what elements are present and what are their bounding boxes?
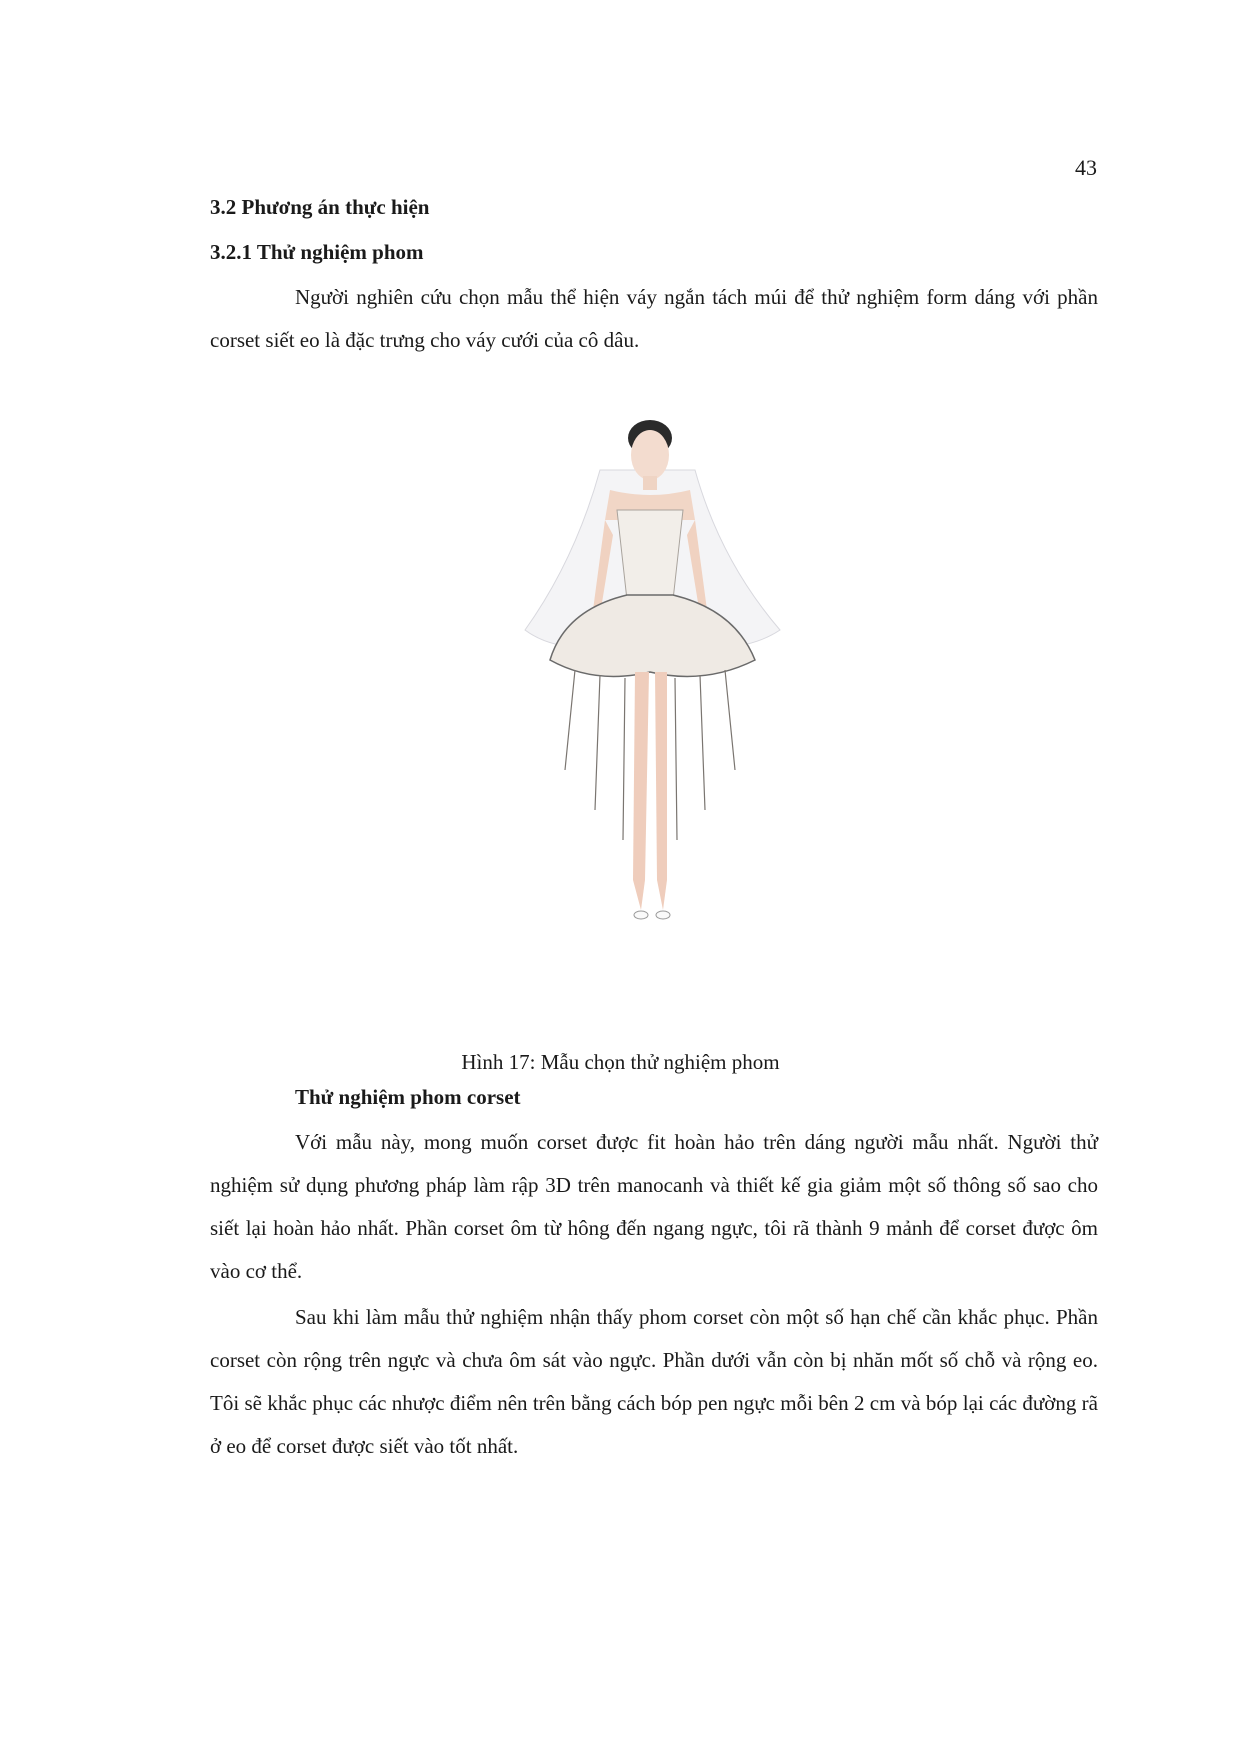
- paragraph-corset-results: Sau khi làm mẫu thử nghiệm nhận thấy phom corset còn một số hạn chế cần khắc phục. Phần corset còn rộng trên ngực và chưa ôm sát vào ngực. Phần dưới vẫn còn bị nhăn mốt số chỗ và rộng eo. Tôi sẽ khắc phục các nhược điểm nên trên bằng cách bóp pen ngực mỗi bên 2 cm và bóp lại các đường rã ở eo để corset được siết vào tốt nhất.: [210, 1305, 1098, 1458]
- paragraph-corset-method: Với mẫu này, mong muốn corset được fit hoàn hảo trên dáng người mẫu nhất. Người thử nghiệm sử dụng phương pháp làm rập 3D trên manocanh và thiết kế gia giảm một số thông số sao cho siết lại hoàn hảo nhất. Phần corset ôm từ hông đến ngang ngực, tôi rã thành 9 mảnh để corset được ôm vào cơ thể.: [210, 1130, 1098, 1283]
- figure-caption: Hình 17: Mẫu chọn thử nghiệm phom: [461, 1050, 780, 1074]
- bride-illustration-icon: [505, 410, 795, 1010]
- page-number: 43: [1075, 155, 1097, 180]
- subheading-corset-test: Thử nghiệm phom corset: [295, 1085, 521, 1109]
- paragraph-intro: Người nghiên cứu chọn mẫu thể hiện váy ngắn tách múi để thử nghiệm form dáng với phần corset siết eo là đặc trưng cho váy cưới của cô dâu.: [210, 285, 1098, 352]
- figure-wedding-dress-illustration: [505, 410, 795, 1010]
- subsection-heading-3-2-1: 3.2.1 Thử nghiệm phom: [210, 240, 424, 264]
- section-heading-3-2: 3.2 Phương án thực hiện: [210, 195, 430, 219]
